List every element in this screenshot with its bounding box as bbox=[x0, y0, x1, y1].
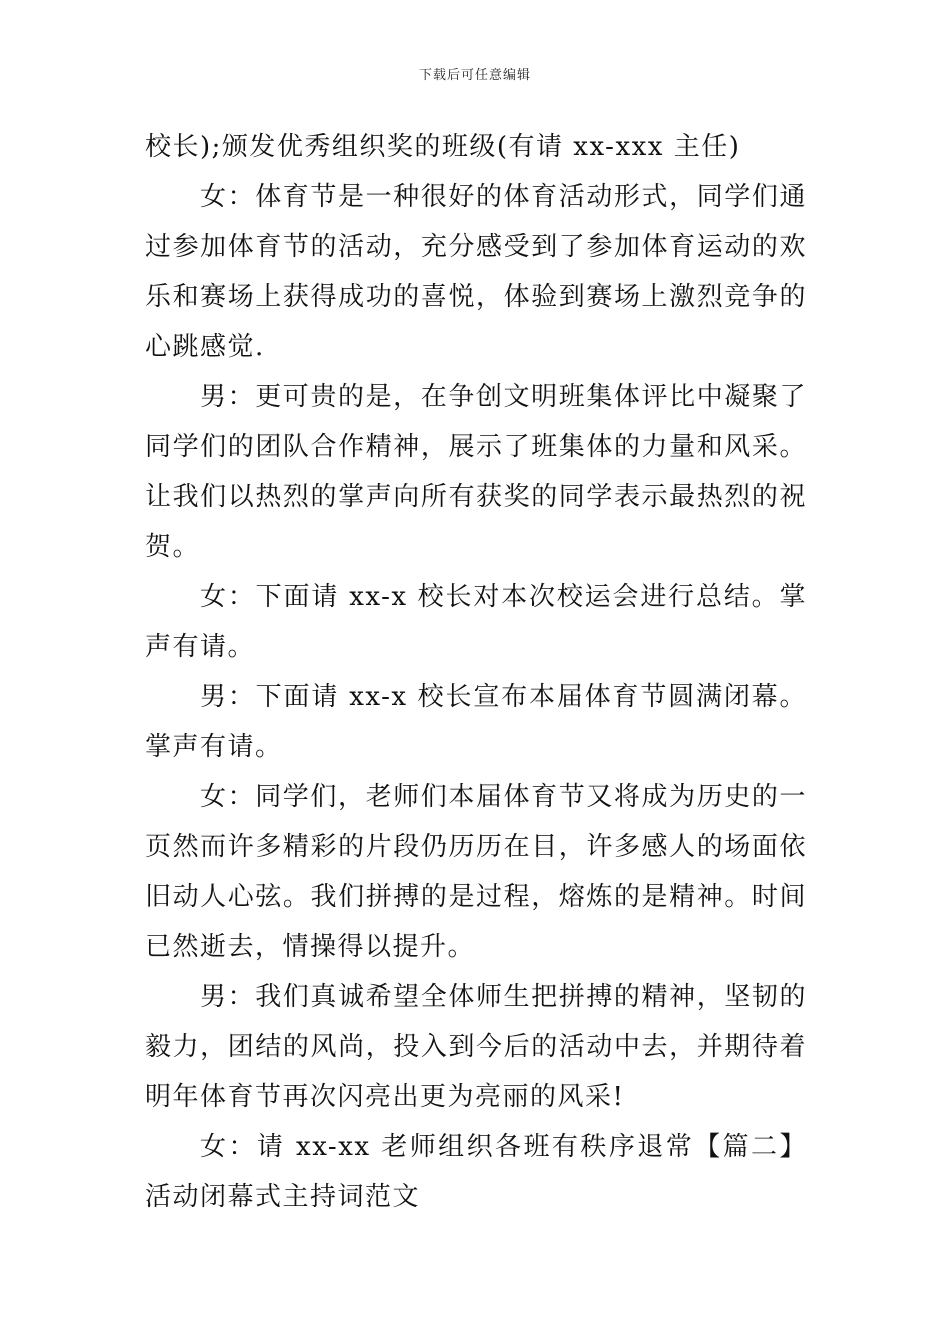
paragraph-male-host-3: 男：我们真诚希望全体师生把拼搏的精神，坚韧的毅力，团结的风尚，投入到今后的活动中去，并期待着明年体育节再次闪亮出更为亮丽的风采! bbox=[145, 982, 807, 1112]
paragraph-female-host-3: 女：同学们，老师们本届体育节又将成为历史的一页然而许多精彩的片段仍历历在目，许多感人的场面依旧动人心弦。我们拼搏的是过程，熔炼的是精神。时间已然逝去，情操得以提升。 bbox=[145, 782, 807, 962]
paragraph-female-host-2: 女：下面请 xx-x 校长对本次校运会进行总结。掌声有请。 bbox=[145, 582, 807, 662]
paragraph-male-host-2: 男：下面请 xx-x 校长宣布本届体育节圆满闭幕。掌声有请。 bbox=[145, 682, 807, 762]
paragraph-male-host-1: 男：更可贵的是，在争创文明班集体评比中凝聚了同学们的团队合作精神，展示了班集体的力量和风采。让我们以热烈的掌声向所有获奖的同学表示最热烈的祝贺。 bbox=[145, 382, 807, 562]
paragraph-female-host-1: 女：体育节是一种很好的体育活动形式，同学们通过参加体育节的活动，充分感受到了参加体育运动的欢乐和赛场上获得成功的喜悦，体验到赛场上激烈竞争的心跳感觉. bbox=[145, 182, 807, 362]
page-header: 下载后可任意编辑 bbox=[418, 68, 531, 83]
paragraph-female-host-4: 女：请 xx-xx 老师组织各班有秩序退常【篇二】活动闭幕式主持词范文 bbox=[145, 1132, 807, 1212]
document-body bbox=[145, 122, 807, 1222]
paragraph-continuation: 校长);颁发优秀组织奖的班级(有请 xx-xxx 主任) bbox=[145, 132, 741, 162]
